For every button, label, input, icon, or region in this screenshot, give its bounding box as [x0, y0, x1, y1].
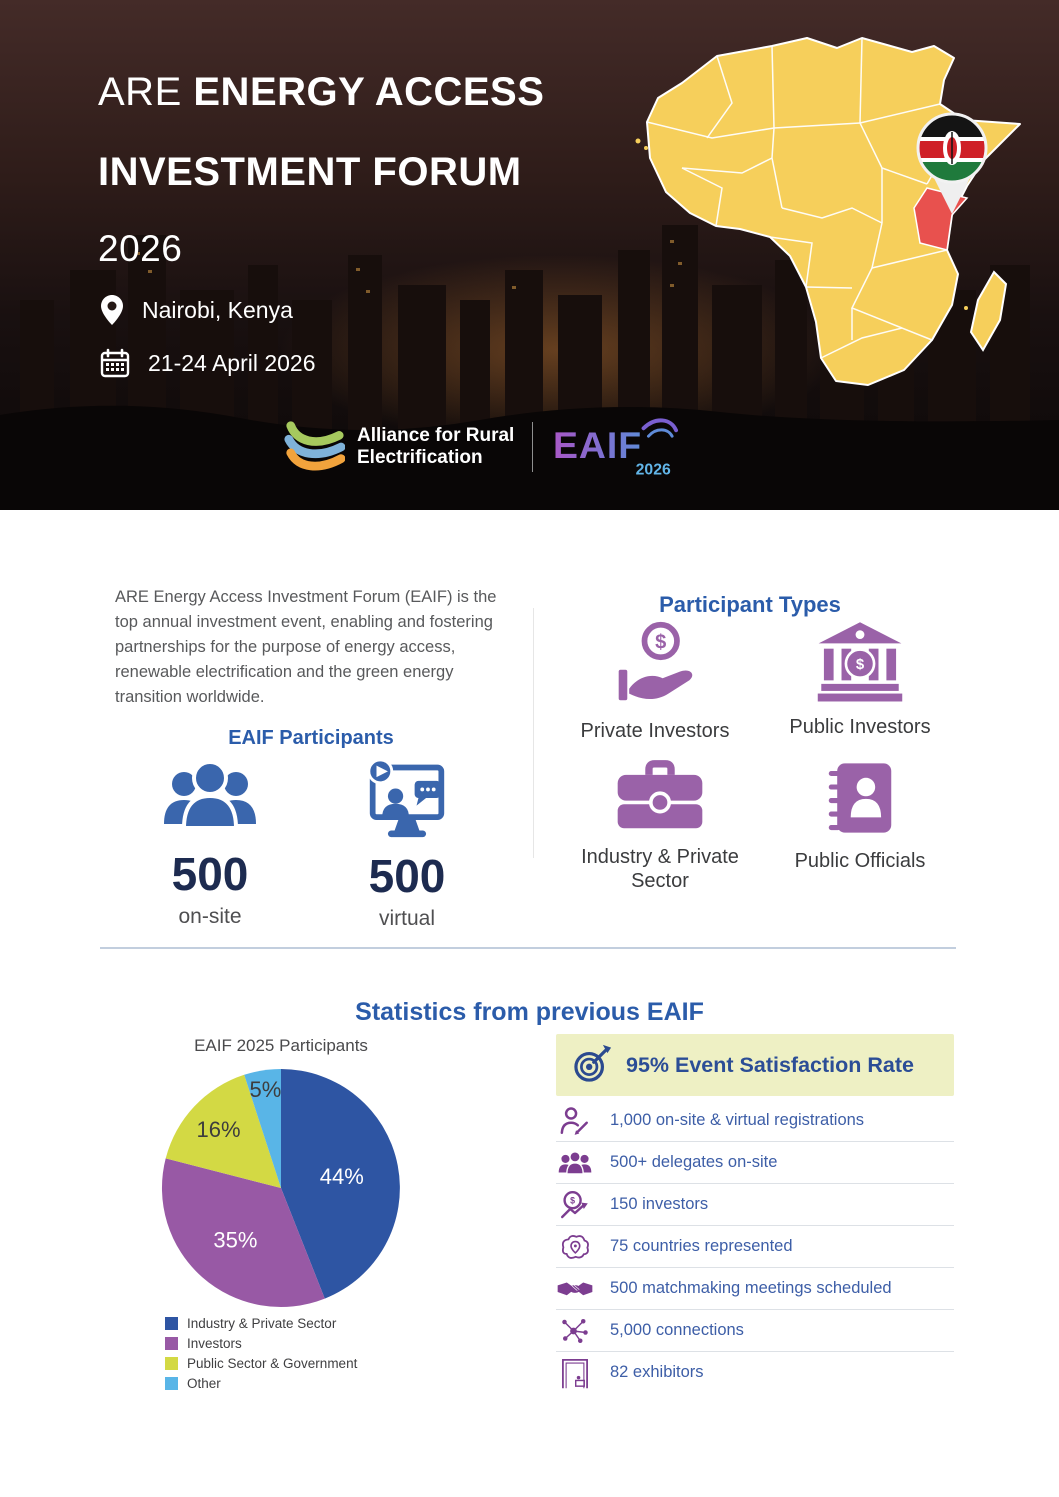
stat-text: 500 matchmaking meetings scheduled [610, 1279, 892, 1297]
stat-row-countries [556, 1226, 954, 1268]
map-pin-icon [559, 1231, 591, 1263]
type-public-officials [765, 760, 955, 873]
onsite-count: 500 [171, 848, 249, 900]
onsite-label: on-site [178, 905, 242, 928]
legend-item [165, 1376, 357, 1391]
virtual-meeting-icon [359, 758, 455, 840]
type-label: Industry & Private Sector [581, 846, 739, 892]
africa-map-svg [622, 8, 1052, 408]
virtual-count: 500 [368, 850, 446, 902]
stat-text: 150 investors [610, 1195, 709, 1213]
pie-legend [165, 1316, 357, 1396]
title-are: ARE [98, 70, 182, 114]
pie-chart [156, 1063, 406, 1313]
title-energy-access: ENERGY ACCESS [193, 70, 545, 114]
legend-item [165, 1316, 357, 1331]
investment-growth-icon [559, 1189, 591, 1221]
type-public-investors [765, 620, 955, 739]
location-pin-icon [100, 294, 124, 326]
logo-divider [532, 422, 533, 472]
delegates-group-icon [558, 1150, 592, 1176]
event-year: 2026 [98, 228, 183, 269]
participants-virtual-stat [342, 758, 472, 931]
eaif-2026-logo [551, 416, 679, 478]
virtual-label: virtual [378, 907, 436, 930]
stat-row-matchmaking [556, 1268, 954, 1310]
satisfaction-banner [556, 1034, 954, 1096]
type-label: Public Investors [789, 716, 931, 738]
legend-label: Industry & Private Sector [187, 1316, 337, 1331]
stat-row-delegates [556, 1142, 954, 1184]
briefcase-icon [614, 760, 706, 832]
eaif-logo-year: 2026 [636, 461, 672, 478]
legend-label: Public Sector & Government [187, 1356, 358, 1371]
event-title-line2: INVESTMENT FORUM [98, 150, 522, 194]
participants-onsite-stat [145, 758, 275, 929]
calendar-icon [100, 348, 130, 378]
legend-swatch [165, 1357, 178, 1370]
hero-header [0, 0, 1059, 510]
legend-swatch [165, 1317, 178, 1330]
are-logo-text [357, 425, 514, 469]
satisfaction-text: 95% Event Satisfaction Rate [626, 1052, 914, 1077]
legend-item [165, 1336, 357, 1351]
date-text: 21-24 April 2026 [148, 349, 316, 376]
eaif-logo-word: EAIF [553, 423, 643, 466]
type-label: Public Officials [794, 850, 926, 872]
hand-coin-icon [607, 620, 703, 706]
column-divider [533, 608, 534, 858]
dollar-glyph: $ [855, 655, 865, 673]
target-dart-icon [570, 1044, 612, 1086]
legend-label: Investors [187, 1336, 242, 1351]
date-row [100, 348, 316, 378]
contact-book-icon [822, 760, 898, 836]
pie-label-3: 5% [249, 1076, 282, 1102]
stat-row-investors [556, 1184, 954, 1226]
africa-map [622, 8, 1052, 408]
handshake-icon [557, 1277, 593, 1301]
stat-text: 5,000 connections [610, 1321, 744, 1339]
network-connections-icon [560, 1316, 590, 1346]
participant-types-heading: Participant Types [659, 592, 841, 618]
legend-label: Other [187, 1376, 221, 1391]
stat-text: 82 exhibitors [610, 1363, 704, 1381]
stat-text: 75 countries represented [610, 1237, 793, 1255]
stat-text: 1,000 on-site & virtual registrations [610, 1111, 865, 1129]
pie-label-0: 44% [319, 1163, 364, 1189]
pie-chart-title: EAIF 2025 Participants [194, 1036, 368, 1055]
event-title-line1 [98, 70, 544, 115]
legend-swatch [165, 1377, 178, 1390]
dollar-glyph: $ [655, 631, 667, 654]
section-divider [100, 947, 956, 949]
dollar-glyph: $ [570, 1194, 576, 1205]
eaif-participants-heading: EAIF Participants [228, 726, 394, 749]
pie-label-1: 35% [213, 1227, 258, 1253]
person-edit-icon [559, 1105, 591, 1137]
intro-paragraph: ARE Energy Access Investment Forum (EAIF) is the top annual investment event, enabling and fostering partnerships for the purpose of energy access, renewable electrification and the green energy transition worldwide. [115, 587, 497, 706]
type-industry-private-sector [555, 760, 765, 893]
type-private-investors [560, 620, 750, 743]
statistics-list [556, 1100, 954, 1393]
statistics-heading: Statistics from previous EAIF [355, 997, 704, 1026]
are-logo [283, 419, 345, 475]
legend-swatch [165, 1337, 178, 1350]
pie-label-2: 16% [196, 1116, 241, 1142]
exhibition-booth-icon [560, 1357, 590, 1389]
location-row [100, 294, 293, 326]
are-logo-line1: Alliance for Rural [357, 425, 515, 446]
type-label: Private Investors [580, 720, 730, 742]
people-group-icon [160, 758, 260, 838]
stat-row-exhibitors [556, 1352, 954, 1393]
legend-item [165, 1356, 357, 1371]
stat-row-connections [556, 1310, 954, 1352]
location-text: Nairobi, Kenya [142, 296, 293, 323]
stat-text: 500+ delegates on-site [610, 1153, 778, 1171]
stat-row-registrations [556, 1100, 954, 1142]
are-logo-line2: Electrification [357, 447, 483, 468]
bank-icon [816, 620, 904, 702]
logos-row [283, 416, 679, 478]
